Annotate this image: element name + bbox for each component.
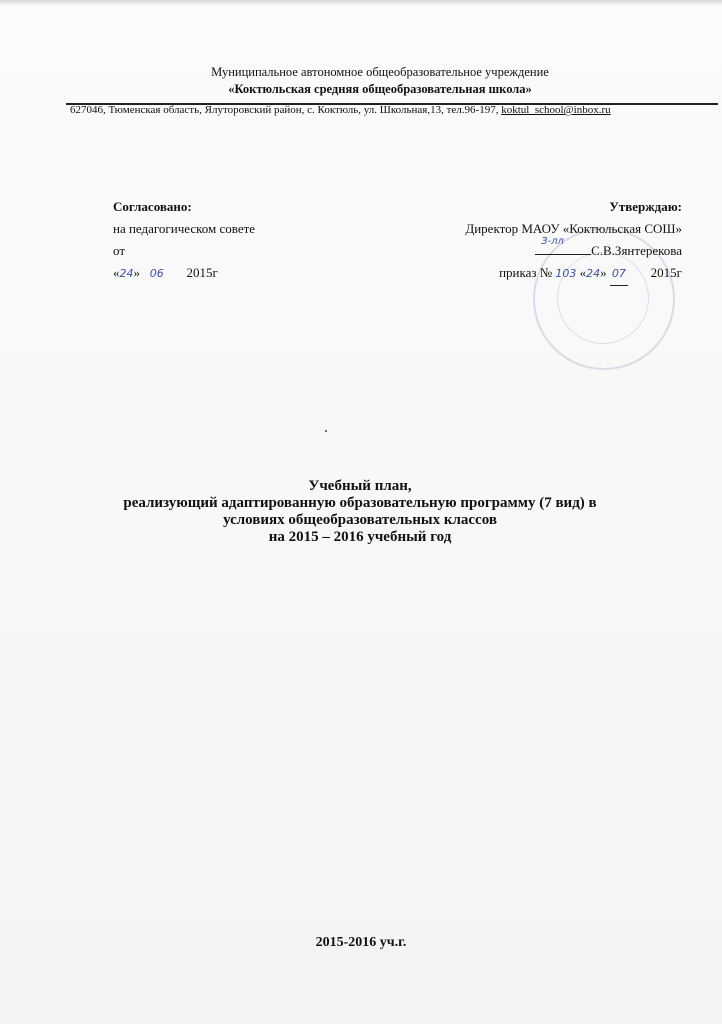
email-link[interactable]: koktul_school@inbox.ru xyxy=(501,104,611,116)
order-number: 103 xyxy=(555,267,577,280)
order-year: 2015г xyxy=(650,265,682,280)
director-position: Директор МАОУ «Коктюльская СОШ» xyxy=(465,221,682,236)
signature-mark: З-лл xyxy=(541,236,564,247)
title-line-1: Учебный план, xyxy=(308,478,412,494)
approved-title: Утверждаю: xyxy=(609,199,682,214)
address-line xyxy=(70,103,720,117)
order-line xyxy=(465,262,682,286)
school-name: «Коктюльская средняя общеобразовательная школа» xyxy=(228,82,532,96)
scan-edge xyxy=(0,0,722,6)
date-month: 06 xyxy=(149,267,164,280)
date-open-quote: « xyxy=(113,265,120,280)
agreed-line-council: на педагогическом совете xyxy=(113,221,256,236)
date-day: 24 xyxy=(119,267,134,280)
order-day-open: « xyxy=(579,265,587,280)
agreed-block xyxy=(113,196,255,285)
title-line-3: условиях общеобразовательных классов xyxy=(223,512,497,528)
agreed-title: Согласовано: xyxy=(113,199,192,214)
org-type: Муниципальное автономное общеобразовательное учреждение xyxy=(211,65,549,79)
order-day-close: » xyxy=(600,265,607,280)
title-line-4: на 2015 – 2016 учебный год xyxy=(268,529,452,545)
order-prefix: приказ № xyxy=(499,265,553,280)
date-close-quote: » xyxy=(133,265,140,280)
document-title xyxy=(80,478,640,546)
scan-speck xyxy=(325,430,327,432)
agreed-line-from: от xyxy=(113,243,126,258)
letterhead xyxy=(60,64,700,98)
approved-block xyxy=(465,196,682,286)
agreed-date xyxy=(113,262,255,285)
address-text: 627046, Тюменская область, Ялуторовский район, с. Коктюль, ул. Школьная,13, тел.96-197, xyxy=(70,104,502,116)
date-year: 2015г xyxy=(186,265,218,280)
signature-field xyxy=(535,236,591,255)
order-day: 24 xyxy=(586,267,601,280)
footer-academic-year: 2015-2016 уч.г. xyxy=(315,935,407,950)
order-month: 07 xyxy=(610,263,628,286)
director-name: С.В.Зянтерекова xyxy=(591,243,682,258)
title-line-2: реализующий адаптированную образовательную программу (7 вид) в xyxy=(123,495,597,511)
director-signature-line xyxy=(465,236,682,262)
